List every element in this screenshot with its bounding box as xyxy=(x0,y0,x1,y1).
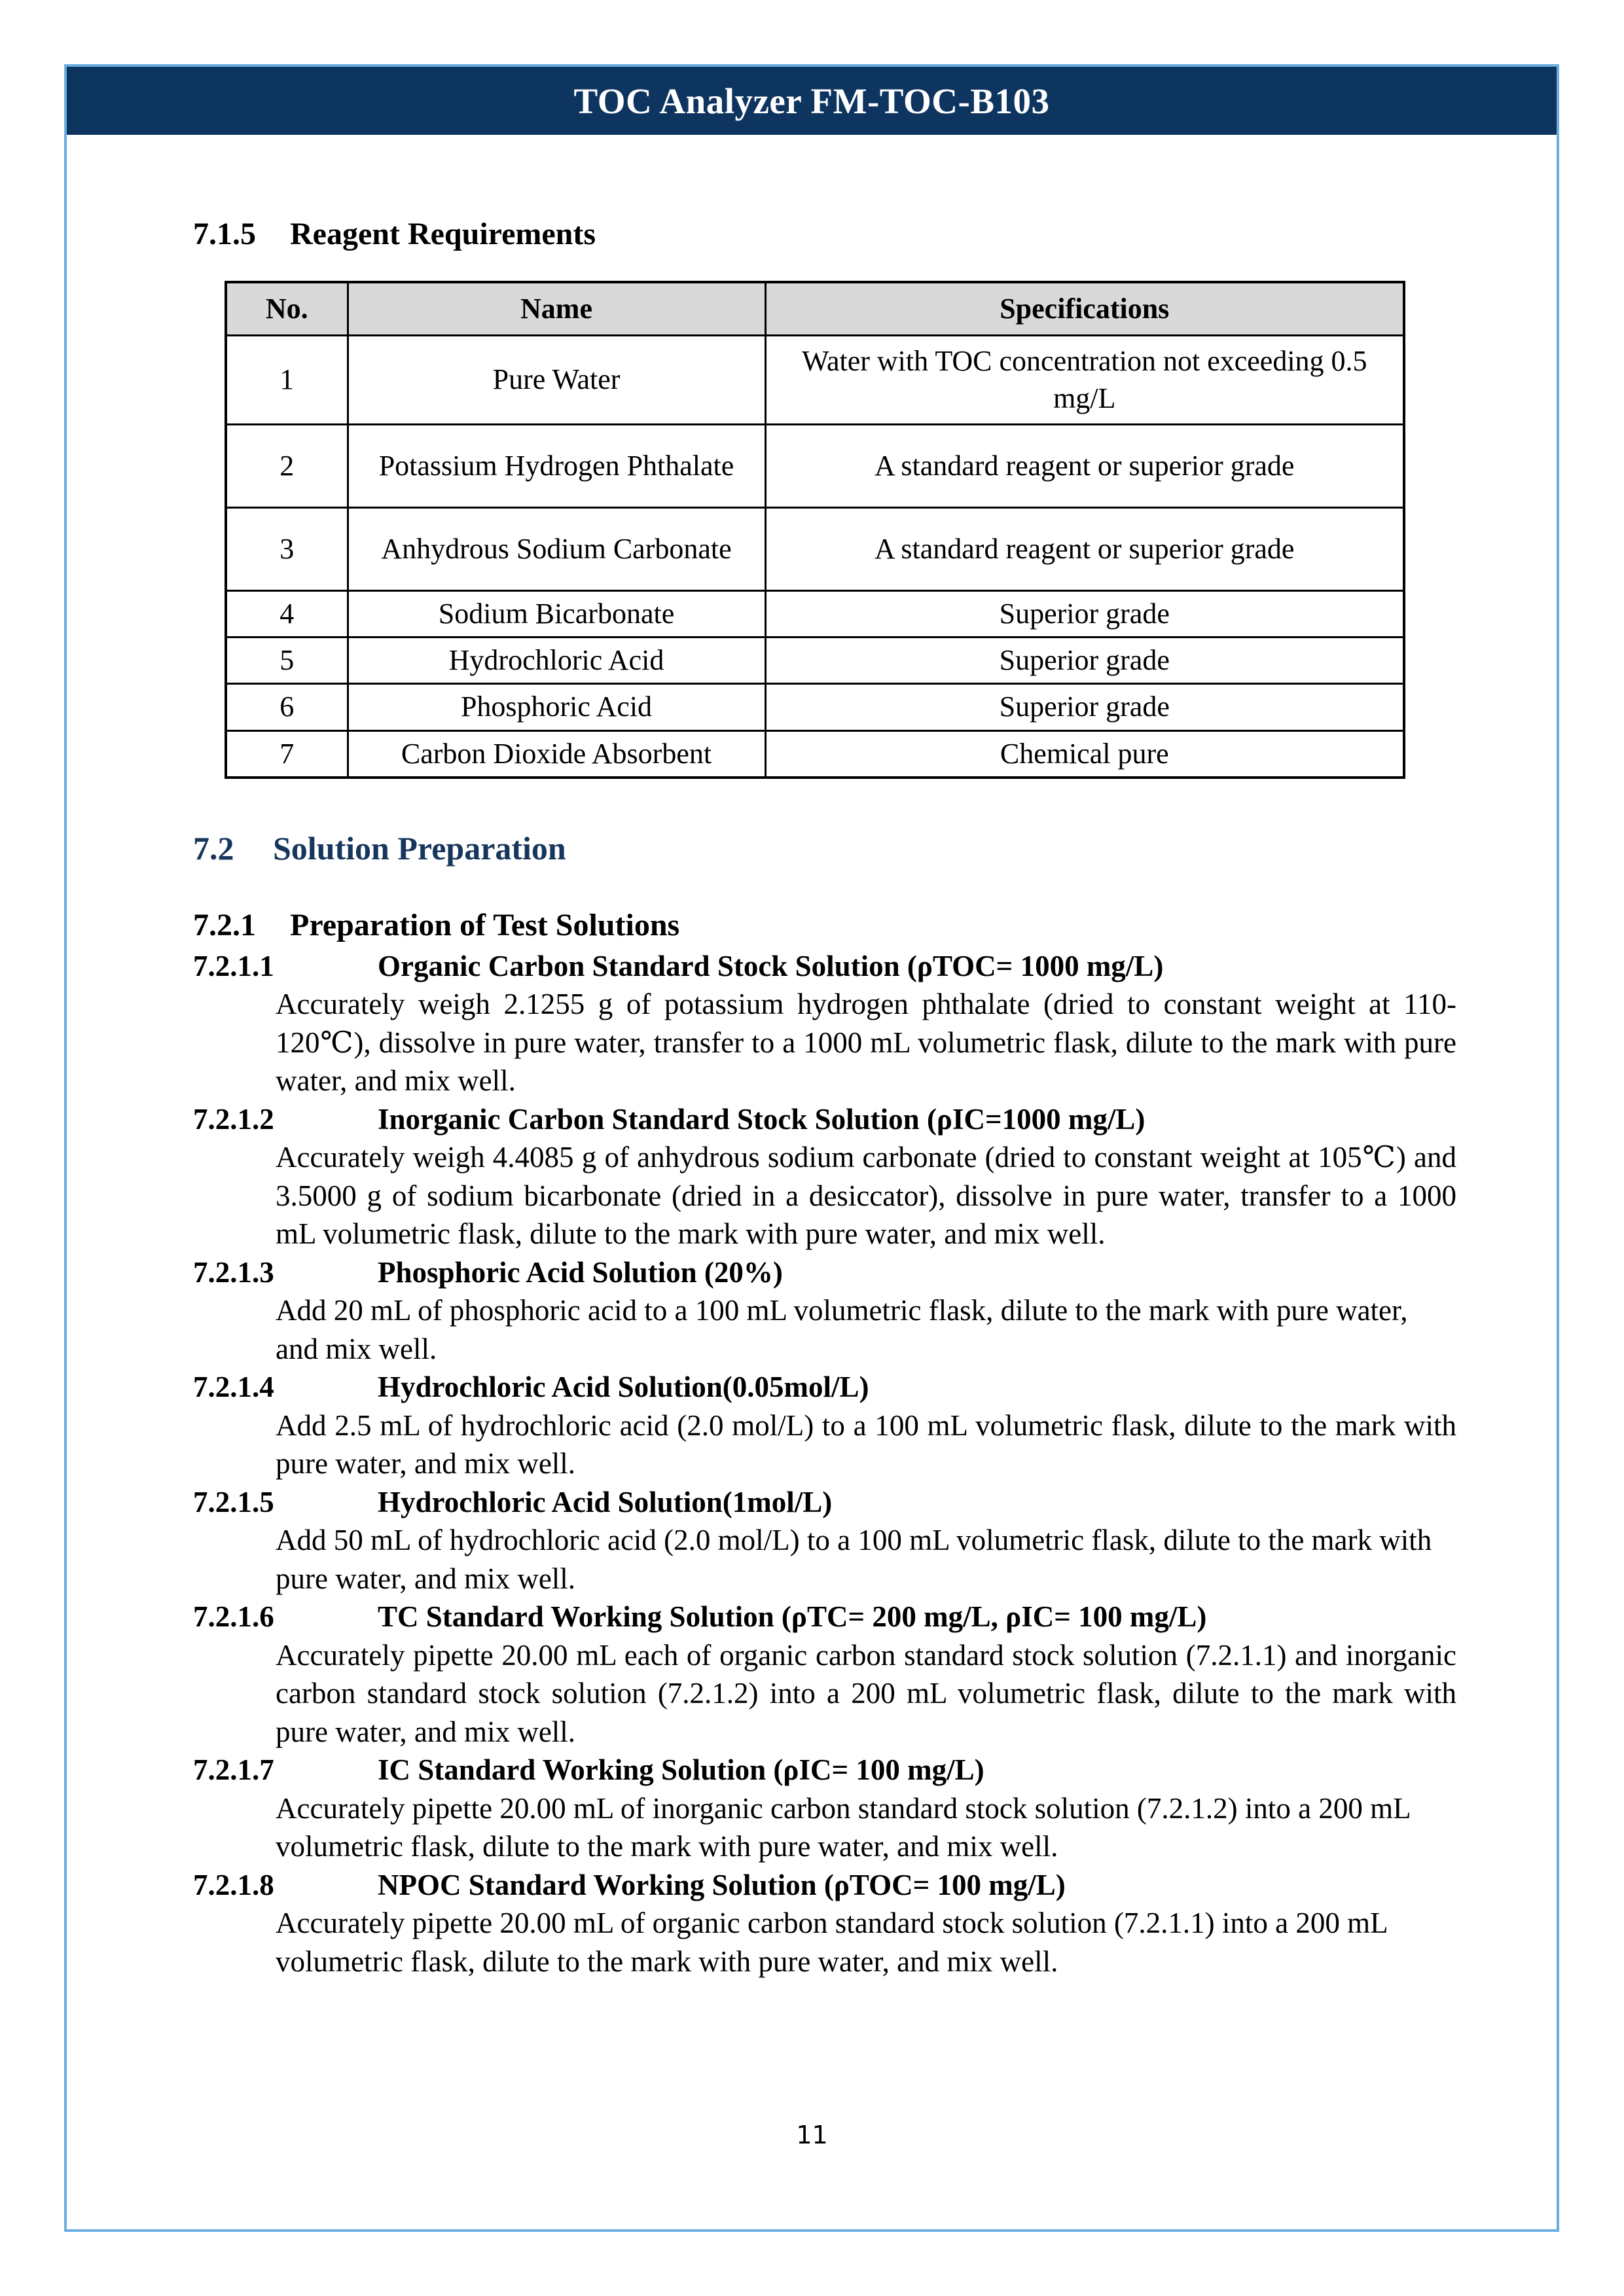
item-7-2-1-2-body: Accurately weigh 4.4085 g of anhydrous sodium carbonate (dried to constant weight at 105℃) and 3.5000 g of sodium bicarbonate (dried in a desiccator), dissolve in pure water, transfer to a 1000 mL volumetric flask, dilute to the mark with pure water, and mix well. xyxy=(276,1141,1456,1251)
cell-name: Phosphoric Acid xyxy=(348,684,765,730)
heading-7-1-5 xyxy=(193,216,1456,252)
item-7-2-1-1 xyxy=(193,947,1456,1100)
item-7-2-1-8-title: NPOC Standard Working Solution (ρTOC= 100 mg/L) xyxy=(378,1868,1066,1901)
item-7-2-1-5-heading xyxy=(193,1483,1456,1522)
table-row xyxy=(226,684,1404,730)
document-title: TOC Analyzer FM-TOC-B103 xyxy=(573,81,1050,121)
cell-spec: Chemical pure xyxy=(765,730,1404,778)
cell-spec: A standard reagent or superior grade xyxy=(765,424,1404,507)
cell-no: 2 xyxy=(226,424,348,507)
cell-no: 5 xyxy=(226,637,348,684)
footer-page-number: 11 xyxy=(796,2121,828,2149)
column-header-no: No. xyxy=(226,282,348,336)
item-7-2-1-6-title: TC Standard Working Solution (ρTC= 200 mg/L, ρIC= 100 mg/L) xyxy=(378,1600,1207,1634)
item-7-2-1-7-title: IC Standard Working Solution (ρIC= 100 mg/L) xyxy=(378,1753,984,1787)
item-7-2-1-3-body: Add 20 mL of phosphoric acid to a 100 mL volumetric flask, dilute to the mark with pure water, and mix well. xyxy=(276,1294,1408,1365)
item-7-2-1-8-body: Accurately pipette 20.00 mL of organic carbon standard stock solution (7.2.1.1) into a 200 mL volumetric flask, dilute to the mark with pure water, and mix well. xyxy=(276,1907,1387,1978)
item-7-2-1-7 xyxy=(193,1751,1456,1866)
cell-spec: A standard reagent or superior grade xyxy=(765,507,1404,590)
item-7-2-1-2-heading xyxy=(193,1100,1456,1139)
table-row xyxy=(226,424,1404,507)
cell-no: 4 xyxy=(226,590,348,637)
table-row xyxy=(226,637,1404,684)
item-7-2-1-3 xyxy=(193,1253,1456,1369)
heading-7-2 xyxy=(193,830,1456,868)
cell-name: Carbon Dioxide Absorbent xyxy=(348,730,765,778)
cell-name: Anhydrous Sodium Carbonate xyxy=(348,507,765,590)
item-7-2-1-7-heading xyxy=(193,1751,1456,1789)
cell-spec: Superior grade xyxy=(765,590,1404,637)
heading-7-2-1-title: Preparation of Test Solutions xyxy=(290,907,680,942)
item-7-2-1-5 xyxy=(193,1483,1456,1598)
item-7-2-1-1-title: Organic Carbon Standard Stock Solution (ρTOC= 1000 mg/L) xyxy=(378,949,1164,982)
item-7-2-1-8-heading xyxy=(193,1866,1456,1905)
cell-no: 3 xyxy=(226,507,348,590)
item-7-2-1-6-heading xyxy=(193,1598,1456,1636)
item-7-2-1-4-heading xyxy=(193,1368,1456,1407)
item-7-2-1-6-body: Accurately pipette 20.00 mL each of organic carbon standard stock solution (7.2.1.1) and inorganic carbon standard stock solution (7.2.1.2) into a 200 mL volumetric flask, dilute to the mark with pure water, and mix well. xyxy=(276,1638,1456,1748)
column-header-name: Name xyxy=(348,282,765,336)
cell-name: Pure Water xyxy=(348,336,765,425)
table-row xyxy=(226,336,1404,425)
heading-7-2-title: Solution Preparation xyxy=(273,830,566,867)
reagent-requirements-table xyxy=(225,281,1405,779)
heading-7-2-number: 7.2 xyxy=(193,830,234,867)
heading-7-2-1 xyxy=(193,907,1456,943)
table-row xyxy=(226,590,1404,637)
cell-no: 6 xyxy=(226,684,348,730)
cell-name: Sodium Bicarbonate xyxy=(348,590,765,637)
item-7-2-1-1-heading xyxy=(193,947,1456,986)
item-7-2-1-2-title: Inorganic Carbon Standard Stock Solution (ρIC=1000 mg/L) xyxy=(378,1102,1146,1136)
cell-name: Potassium Hydrogen Phthalate xyxy=(348,424,765,507)
document-header-banner xyxy=(67,67,1557,135)
item-7-2-1-3-number: 7.2.1.3 xyxy=(193,1255,274,1289)
item-7-2-1-2-number: 7.2.1.2 xyxy=(193,1102,274,1136)
item-7-2-1-7-body: Accurately pipette 20.00 mL of inorganic carbon standard stock solution (7.2.1.2) into a 200 mL volumetric flask, dilute to the mark with pure water, and mix well. xyxy=(276,1791,1410,1863)
cell-spec: Superior grade xyxy=(765,637,1404,684)
item-7-2-1-2 xyxy=(193,1100,1456,1253)
item-7-2-1-4-title: Hydrochloric Acid Solution(0.05mol/L) xyxy=(378,1371,869,1404)
cell-spec: Water with TOC concentration not exceeding 0.5 mg/L xyxy=(765,336,1404,425)
table-header-row xyxy=(226,282,1404,336)
item-7-2-1-1-number: 7.2.1.1 xyxy=(193,949,274,982)
item-7-2-1-5-title: Hydrochloric Acid Solution(1mol/L) xyxy=(378,1485,833,1518)
item-7-2-1-5-number: 7.2.1.5 xyxy=(193,1485,274,1518)
item-7-2-1-6-number: 7.2.1.6 xyxy=(193,1600,274,1634)
item-7-2-1-3-title: Phosphoric Acid Solution (20%) xyxy=(378,1255,783,1289)
cell-no: 7 xyxy=(226,730,348,778)
heading-7-2-1-number: 7.2.1 xyxy=(193,907,256,942)
item-7-2-1-4 xyxy=(193,1368,1456,1483)
heading-7-1-5-number: 7.1.5 xyxy=(193,217,256,251)
column-header-spec: Specifications xyxy=(765,282,1404,336)
item-7-2-1-5-body: Add 50 mL of hydrochloric acid (2.0 mol/L) to a 100 mL volumetric flask, dilute to the mark with pure water, and mix well. xyxy=(276,1524,1432,1595)
cell-name: Hydrochloric Acid xyxy=(348,637,765,684)
item-7-2-1-8 xyxy=(193,1866,1456,1981)
document-content xyxy=(193,216,1456,1981)
table-row xyxy=(226,507,1404,590)
item-7-2-1-1-body: Accurately weigh 2.1255 g of potassium hydrogen phthalate (dried to constant weight at 110-120℃), dissolve in pure water, transfer to a 1000 mL volumetric flask, dilute to the mark with pure water, and mix well. xyxy=(276,988,1456,1098)
item-7-2-1-7-number: 7.2.1.7 xyxy=(193,1753,274,1787)
item-7-2-1-6 xyxy=(193,1598,1456,1751)
heading-7-1-5-title: Reagent Requirements xyxy=(290,217,596,251)
item-7-2-1-3-heading xyxy=(193,1253,1456,1292)
table-row xyxy=(226,730,1404,778)
cell-spec: Superior grade xyxy=(765,684,1404,730)
item-7-2-1-8-number: 7.2.1.8 xyxy=(193,1868,274,1901)
cell-no: 1 xyxy=(226,336,348,425)
item-7-2-1-4-number: 7.2.1.4 xyxy=(193,1371,274,1404)
item-7-2-1-4-body: Add 2.5 mL of hydrochloric acid (2.0 mol/L) to a 100 mL volumetric flask, dilute to the mark with pure water, and mix well. xyxy=(276,1408,1456,1480)
